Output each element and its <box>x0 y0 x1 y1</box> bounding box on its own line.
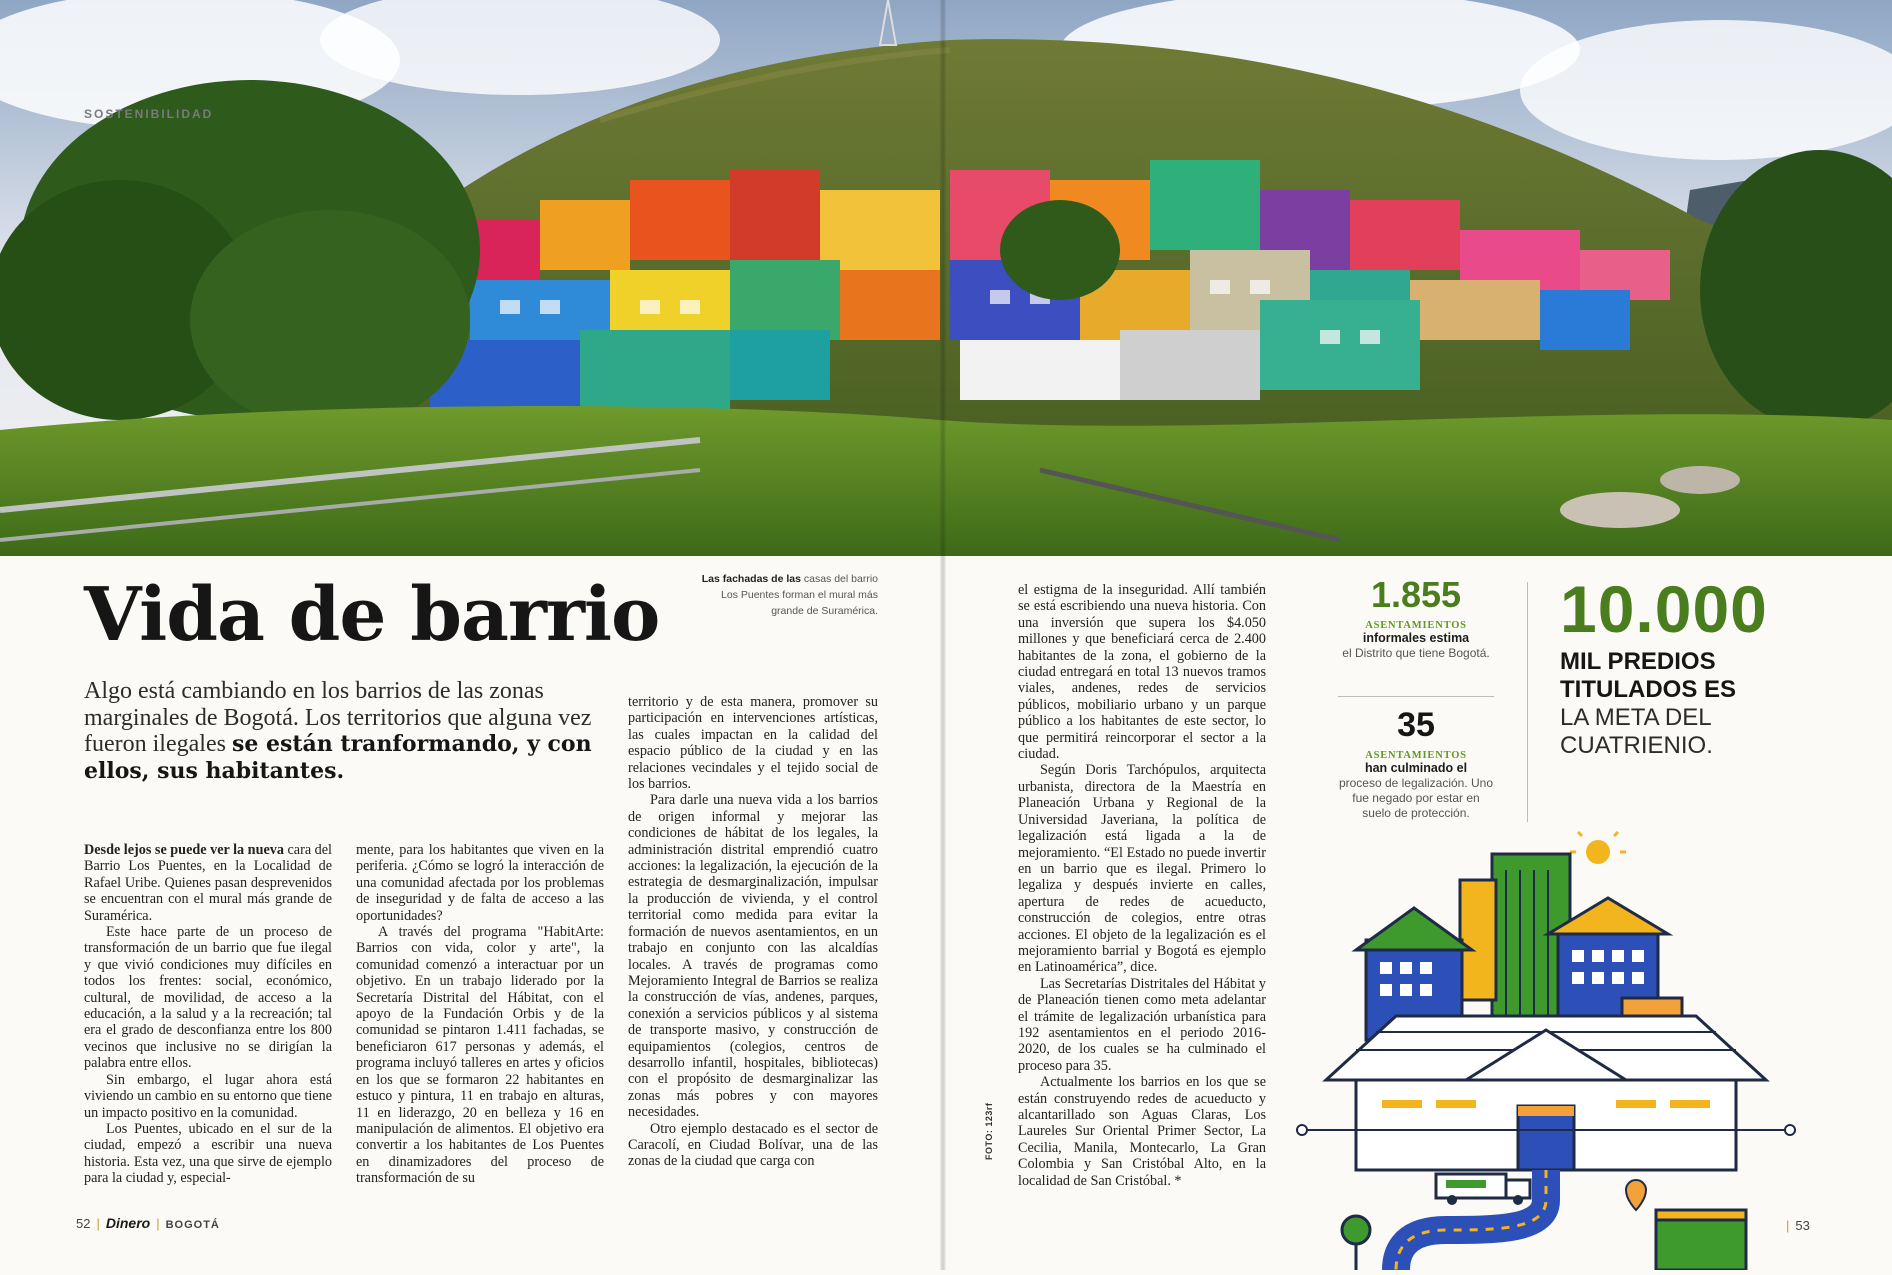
stat-settlements-informal <box>1338 576 1494 661</box>
stat-bold-text: informales estima <box>1362 631 1470 645</box>
folio-separator: | <box>1786 1218 1790 1233</box>
body-paragraph: Sin embargo, el lugar ahora está viviendo un cambio en su entorno que tiene un impacto positivo en la comunidad. <box>84 1071 332 1121</box>
big-stat-titles <box>1560 574 1790 760</box>
photo-caption <box>690 571 878 619</box>
body-column-4 <box>1018 582 1266 1189</box>
big-stat-light: LA META DEL CUATRIENIO. <box>1560 704 1713 759</box>
hero-photo <box>0 0 1892 556</box>
body-column-3 <box>628 694 878 1170</box>
stat-divider <box>1338 696 1494 697</box>
stat-light-text: el Distrito que tiene Bogotá. <box>1342 646 1490 660</box>
big-stat-bold: MIL PREDIOS TITULADOS ES <box>1560 648 1737 703</box>
stat-number: 1.855 <box>1370 574 1462 615</box>
photo-credit: FOTO: 123rf <box>984 1102 994 1160</box>
body-column-1 <box>84 842 332 1187</box>
body-column-2 <box>356 842 604 1187</box>
folio-separator: | <box>156 1216 160 1231</box>
body-paragraph: Según Doris Tarchópulos, arquitecta urbanista, directora de la Maestría en Planeación Urbana y Regional de la Universidad Javeriana, la política de legalización está ligada a la de mejoramiento. “El Estado no puede invertir en un barrio que es ilegal. Primero lo legaliza y después invierte en calles, apertura de redes de acueducto, construcción de colegios, entre otras acciones. El objeto de la legalización es el mejoramiento barrial y Bogotá es ejemplo en Latinoamérica”, dice. <box>1018 762 1266 976</box>
housing-illustration-icon <box>1296 830 1800 1270</box>
stat-kicker: ASENTAMIENTOS <box>1365 620 1467 631</box>
spread-gutter <box>940 0 946 1270</box>
caption-rest: casas del barrio Los Puentes forman el mural más grande de Suramérica. <box>721 573 878 617</box>
stat-number: 35 <box>1397 706 1435 744</box>
stat-vertical-divider <box>1527 582 1528 822</box>
big-stat-number: 10.000 <box>1560 572 1768 646</box>
magazine-brand: Dinero <box>105 1215 151 1231</box>
body-paragraph: Desde lejos se puede ver la nueva cara del Barrio Los Puentes, en la Localidad de Rafael Uribe. Quienes pasan desprevenidos se encuentran con el mural más grande de Suramérica. <box>84 842 332 924</box>
colorful-hillside-neighborhood-image <box>0 0 1892 556</box>
stat-settlements-legalized <box>1338 706 1494 821</box>
stat-bold-text: han culminado el <box>1364 761 1468 775</box>
body-paragraph: Los Puentes, ubicado en el sur de la ciudad, empezó a escribir una nueva historia. Esta vez, una que sirve de ejemplo para la ciudad y, especial- <box>84 1120 332 1187</box>
lead-in: Desde lejos se puede ver la nueva <box>84 842 284 858</box>
body-paragraph: Este hace parte de un proceso de transformación de un barrio que fue ilegal y que vivió condiciones muy difíciles en todos los frentes: social, económico, cultural, de movilidad, de acceso a la educación, a la salud y a la recreación; tal era el grado de desconfianza entre los 800 vecinos que inclusive no se dirigían la palabra entre ellos. <box>84 924 332 1072</box>
article-headline: Vida de barrio <box>84 572 660 658</box>
body-paragraph: mente, para los habitantes que viven en la periferia. ¿Cómo se logró la interacción de una comunidad afectada por los problemas de inseguridad y de falta de acceso a las oportunidades? <box>356 842 604 924</box>
deck-light: Algo está cambiando en los barrios de las zonas marginales de Bogotá. Los territorios que alguna vez fueron ilegales <box>84 678 592 757</box>
body-paragraph: Para darle una nueva vida a los barrios de origen informal y mejorar las condiciones de hábitat de los legales, la administración distrital emprendió cuatro acciones: la legalización, la ejecución de la estrategia de desmarginalización, impulsar la producción de vivienda, y el control territorial como medida para evitar la formación de nuevos asentamientos, en un trabajo en conjunto con las alcaldías locales. A través de programas como Mejoramiento Integral de Barrios se realiza la construcción de vías, andenes, parques, conexión a servicios públicos y al sistema de transporte masivo, y construcción de equipamientos (colegios, centros de desarrollo infantil, hospitales, bibliotecas) con el propósito de desmarginalizar las zonas más pobres y con mayores necesidades. <box>628 792 878 1121</box>
city-illustration <box>1296 830 1800 1270</box>
body-paragraph: territorio y de esta manera, promover su participación en intervenciones artísticas, las cuales impactan en la calidad del espacio público de la ciudad y en las relaciones vecindales y el tejido social de los barrios. <box>628 694 878 793</box>
caption-bold: Las fachadas de las <box>701 573 801 585</box>
body-paragraph: Otro ejemplo destacado es el sector de Caracolí, en Ciudad Bolívar, una de las zonas de la ciudad que carga con <box>628 1120 878 1170</box>
folio-section: BOGOTÁ <box>165 1219 220 1231</box>
folio-separator: | <box>96 1216 100 1231</box>
body-paragraph: A través del programa "HabitArte: Barrios con vida, color y arte", la comunidad comenzó a interactuar por un objetivo. En un trabajo liderado por la Secretaría Distrital del Hábitat, con el apoyo de la Fundación Orbis y de la comunidad se pintaron 1.411 fachadas, se beneficiaron 617 personas y además, el programa incluyó talleres en artes y oficios en los que se formaron 22 habitantes en estuco y pintura, 11 en trabajo en alturas, 11 en liderazgo, 20 en belleza y 16 en manipulación de alimentos. El objetivo era convertir a los habitantes de Los Puentes en dinamizadores del proceso de transformación de su <box>356 924 604 1187</box>
body-paragraph: Actualmente los barrios en los que se están construyendo redes de acueducto y alcantarillado son Aguas Claras, Los Laureles Sur Oriental Primer Sector, La Cecilia, Manila, Montecarlo, La Gran Colombia y San Cristóbal Alto, en la localidad de San Cristóbal. * <box>1018 1074 1266 1189</box>
page-number: 53 <box>1795 1218 1810 1233</box>
folio-left <box>76 1215 220 1231</box>
page-number: 52 <box>76 1216 91 1231</box>
stat-light-text: proceso de legalización. Uno fue negado por estar en suelo de protección. <box>1338 776 1494 820</box>
article-deck <box>84 678 604 784</box>
folio-right <box>1786 1218 1810 1233</box>
stat-kicker: ASENTAMIENTOS <box>1365 750 1467 761</box>
body-paragraph: el estigma de la inseguridad. Allí también se está escribiendo una nueva historia. Con una inversión que supera los $4.050 millones y que beneficiará cerca de 2.400 habitantes de la zona, el gobierno de la ciudad entregará en total 13 nuevos tramos viales, andenes, redes de servicios públicos, mobiliario urbano y un parque público a los habitantes de este sector, lo que permitirá reincorporar el sector a la ciudad. <box>1018 582 1266 763</box>
body-paragraph: Las Secretarías Distritales del Hábitat y de Planeación tienen como meta adelantar el trámite de legalización urbanística para 192 asentamientos en el periodo 2016-2020, de los cuales se ha culminado el proceso para 35. <box>1018 975 1266 1074</box>
deck-bold: se están tranformando, y con ellos, sus habitantes. <box>84 731 592 784</box>
section-label: SOSTENIBILIDAD <box>84 107 214 121</box>
